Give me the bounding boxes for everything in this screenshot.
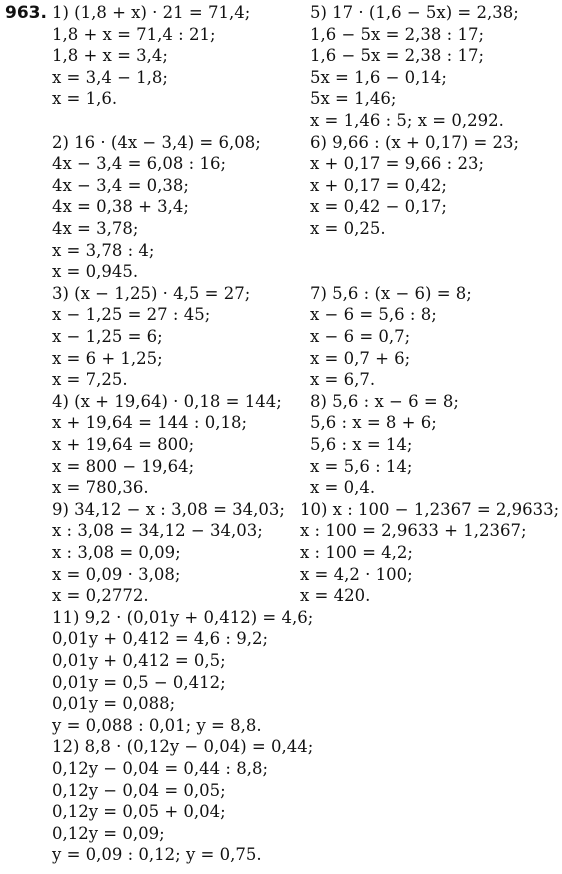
equation-line: 5,6 : x = 14;: [310, 435, 413, 454]
equation-line: x = 1,6.: [52, 89, 118, 109]
equation-line: 0,12y = 0,05 + 0,04;: [52, 802, 226, 822]
equation-line: 2) 16 · (4x − 3,4) = 6,08;: [52, 132, 261, 152]
task-number: 963.: [5, 3, 47, 23]
equation-line: 5) 17 · (1,6 − 5x) = 2,38;: [310, 3, 519, 22]
equation-line: x : 3,08 = 34,12 − 34,03;: [52, 521, 263, 541]
equation-line: x + 19,64 = 800;: [52, 435, 195, 454]
equation-line: x + 19,64 = 144 : 0,18;: [52, 413, 248, 433]
equation-line: 0,12y − 0,04 = 0,44 : 8,8;: [52, 759, 269, 778]
equation-line: x + 0,17 = 9,66 : 23;: [310, 154, 485, 174]
equation-line: x − 1,25 = 6;: [52, 327, 163, 346]
equation-line: x = 0,2772.: [52, 586, 149, 606]
equation-line: x : 100 = 2,9633 + 1,2367;: [300, 521, 527, 541]
equation-line: 6) 9,66 : (x + 0,17) = 23;: [310, 132, 520, 152]
equation-line: 11) 9,2 · (0,01y + 0,412) = 4,6;: [52, 607, 314, 627]
equation-line: x = 7,25.: [52, 370, 128, 390]
equation-line: 9) 34,12 − x : 3,08 = 34,03;: [52, 499, 285, 519]
equation-line: 0,01y = 0,088;: [52, 694, 176, 714]
equation-line: 4x = 3,78;: [52, 219, 139, 238]
equation-line: 0,01y + 0,412 = 4,6 : 9,2;: [52, 629, 269, 649]
equation-line: x = 5,6 : 14;: [310, 456, 413, 476]
equation-line: 12) 8,8 · (0,12y − 0,04) = 0,44;: [52, 737, 314, 757]
equation-line: x = 780,36.: [52, 478, 149, 498]
equation-line: x = 420.: [300, 586, 371, 606]
equation-line: 10) x : 100 − 1,2367 = 2,9633;: [300, 499, 560, 519]
equation-line: x = 4,2 · 100;: [300, 564, 413, 584]
equation-line: x = 6 + 1,25;: [52, 348, 163, 368]
equation-line: 4x − 3,4 = 0,38;: [52, 175, 189, 195]
equation-line: x = 1,46 : 5; x = 0,292.: [310, 111, 504, 130]
equation-line: 1) (1,8 + x) · 21 = 71,4;: [52, 3, 251, 22]
equation-line: y = 0,088 : 0,01; y = 8,8.: [52, 715, 262, 735]
equation-line: 1,8 + x = 3,4;: [52, 46, 168, 66]
equation-line: x − 6 = 5,6 : 8;: [310, 305, 437, 325]
equation-line: 1,6 − 5x = 2,38 : 17;: [310, 46, 485, 66]
equation-line: y = 0,09 : 0,12; y = 0,75.: [52, 845, 262, 865]
equation-line: 1,8 + x = 71,4 : 21;: [52, 24, 216, 44]
equation-line: 0,12y = 0,09;: [52, 823, 165, 843]
equation-line: x = 0,4.: [310, 478, 376, 498]
equation-line: x = 0,25.: [310, 219, 386, 238]
equation-line: x + 0,17 = 0,42;: [310, 175, 447, 195]
equation-line: 0,01y + 0,412 = 0,5;: [52, 651, 226, 670]
equation-line: x = 3,4 − 1,8;: [52, 67, 168, 87]
equation-line: x = 0,42 − 0,17;: [310, 197, 447, 217]
equation-line: 3) (x − 1,25) · 4,5 = 27;: [52, 283, 251, 303]
equation-line: 4) (x + 19,64) · 0,18 = 144;: [52, 391, 282, 411]
equation-line: x = 6,7.: [310, 370, 376, 390]
equation-line: 8) 5,6 : x − 6 = 8;: [310, 391, 459, 411]
equation-line: 5,6 : x = 8 + 6;: [310, 413, 437, 433]
equation-line: x = 3,78 : 4;: [52, 240, 155, 260]
equation-line: x − 1,25 = 27 : 45;: [52, 305, 211, 325]
equation-line: x : 100 = 4,2;: [300, 543, 413, 562]
equation-line: 0,01y = 0,5 − 0,412;: [52, 672, 226, 692]
equation-line: 4x − 3,4 = 6,08 : 16;: [52, 154, 227, 174]
equation-line: 4x = 0,38 + 3,4;: [52, 197, 189, 217]
equation-line: 5x = 1,46;: [310, 89, 397, 109]
equation-line: x : 3,08 = 0,09;: [52, 543, 181, 562]
equation-line: x = 800 − 19,64;: [52, 456, 195, 476]
equation-line: 5x = 1,6 − 0,14;: [310, 67, 447, 87]
equation-line: 1,6 − 5x = 2,38 : 17;: [310, 24, 485, 44]
equation-line: x − 6 = 0,7;: [310, 327, 411, 346]
equation-line: 0,12y − 0,04 = 0,05;: [52, 780, 226, 800]
equation-line: 7) 5,6 : (x − 6) = 8;: [310, 283, 472, 303]
equation-line: x = 0,09 · 3,08;: [52, 564, 181, 584]
equation-line: x = 0,945.: [52, 262, 139, 282]
equation-line: x = 0,7 + 6;: [310, 348, 411, 368]
